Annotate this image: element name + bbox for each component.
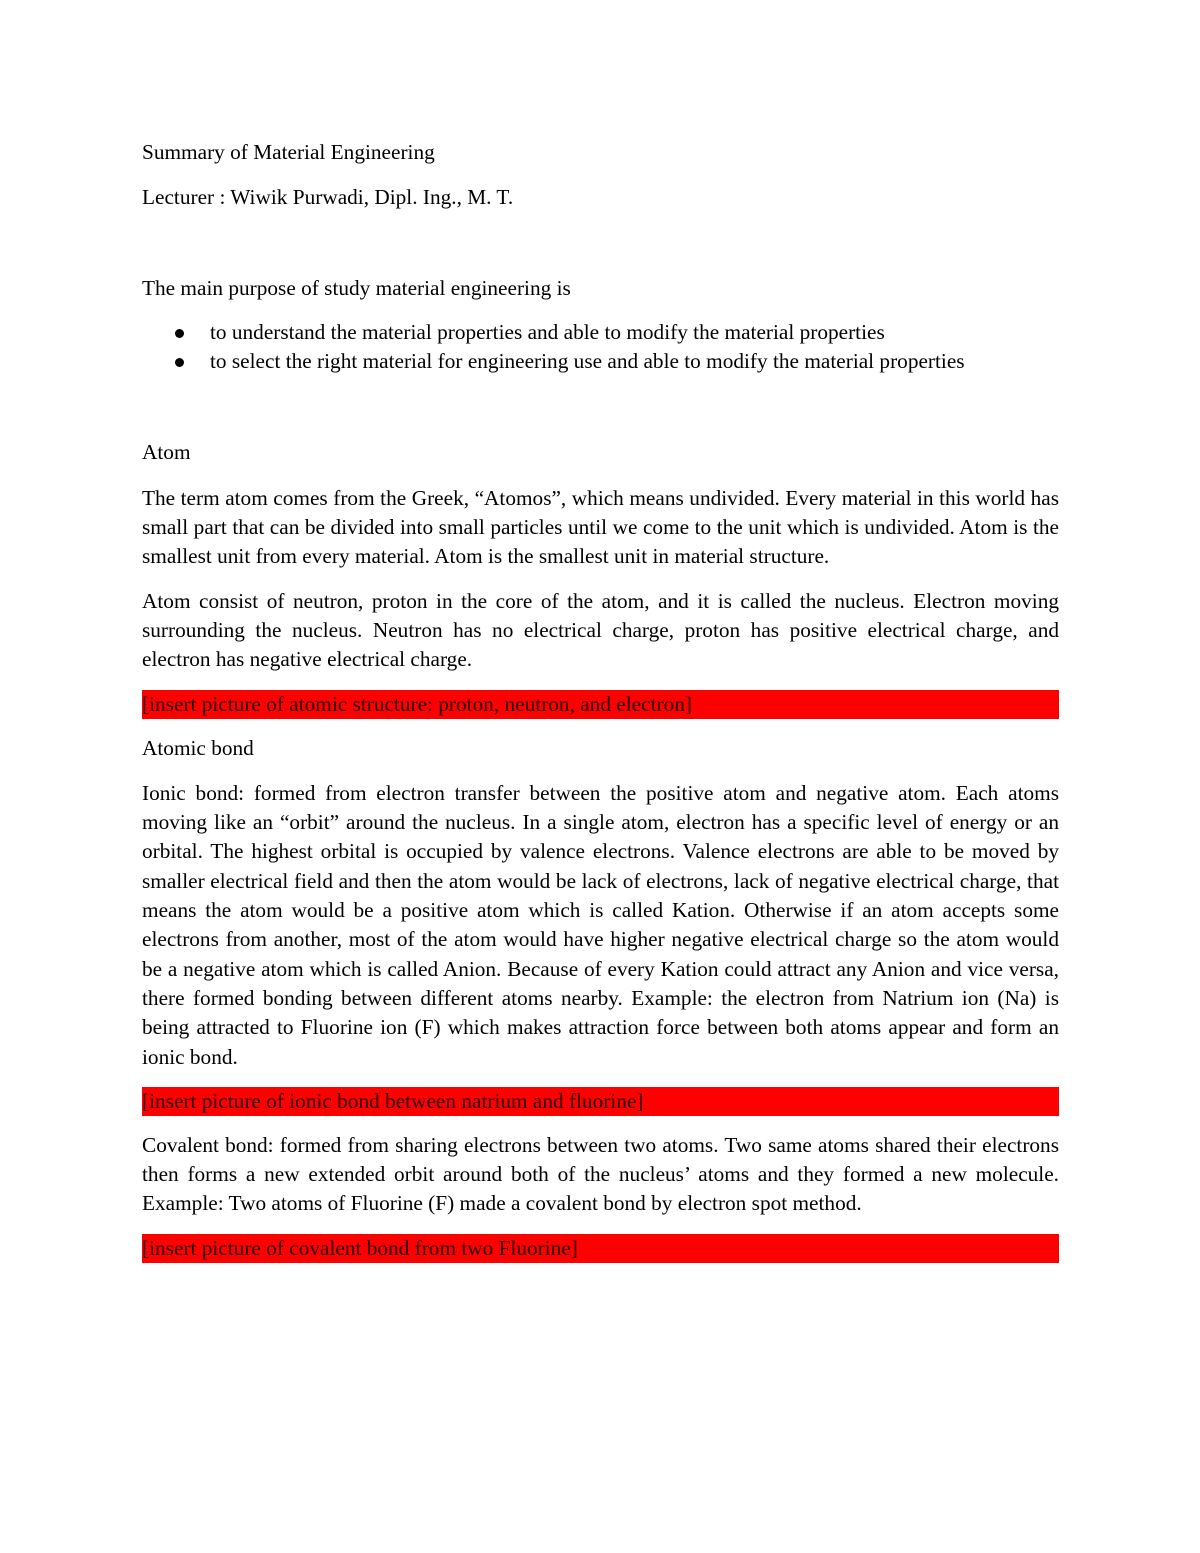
ionic-bond-paragraph: Ionic bond: formed from electron transfer between the positive atom and negative atom. Each atoms moving like an “orbit” around the nucleus. In a single atom, electron has a specific level of energy or an orbital. The highest orbital is occupied by valence electrons. Valence electrons are able to be moved by smaller electrical field and then the atom would be lack of electrons, lack of negative electrical charge, that means the atom would be a positive atom which is called Kation. Otherwise if an atom accepts some electrons from another, most of the atom would have higher negative electrical charge so the atom would be a negative atom which is called Anion. Because of every Kation could attract any Anion and vice versa, there formed bonding between different atoms nearby. Example: the electron from Natrium ion (Na) is being attracted to Fluorine ion (F) which makes attraction force between both atoms appear and form an ionic bond. <box>142 780 1059 1069</box>
covalent-bond-paragraph: Covalent bond: formed from sharing electrons between two atoms. Two same atoms shared their electrons then forms a new extended orbit around both of the nucleus’ atoms and they formed a new molecule. Example: Two atoms of Fluorine (F) made a covalent bond by electron spot method. <box>142 1132 1059 1216</box>
atomic-bond-heading: Atomic bond <box>142 735 254 760</box>
image-placeholder-covalent-bond: [insert picture of covalent bond from two Fluorine] <box>142 1234 1059 1263</box>
list-item <box>142 347 1059 376</box>
atom-heading: Atom <box>142 440 191 465</box>
bullet-icon <box>175 329 184 338</box>
list-item-text: to select the right material for engineering use and able to modify the material properties <box>210 349 965 374</box>
image-placeholder-ionic-bond: [insert picture of ionic bond between natrium and fluorine] <box>142 1087 1059 1116</box>
atom-paragraph: The term atom comes from the Greek, “Atomos”, which means undivided. Every material in this world has small part that can be divided into small particles until we come to the unit which is undivided. Atom is the smallest unit from every material. Atom is the smallest unit in material structure. <box>142 485 1059 569</box>
atom-structure-paragraph: Atom consist of neutron, proton in the core of the atom, and it is called the nucleus. Electron moving surrounding the nucleus. Neutron has no electrical charge, proton has positive electrical charge, and electron has negative electrical charge. <box>142 588 1059 672</box>
list-item-text: to understand the material properties and able to modify the material properties <box>210 319 885 344</box>
purpose-list <box>142 318 1059 377</box>
image-placeholder-atomic-structure: [insert picture of atomic structure: proton, neutron, and electron] <box>142 690 1059 719</box>
document-page <box>142 138 1059 1278</box>
lecturer-line: Lecturer : Wiwik Purwadi, Dipl. Ing., M. T. <box>142 185 514 210</box>
list-item <box>142 318 1059 347</box>
purpose-intro: The main purpose of study material engineering is <box>142 275 571 300</box>
bullet-icon <box>175 358 184 367</box>
document-title: Summary of Material Engineering <box>142 140 435 164</box>
